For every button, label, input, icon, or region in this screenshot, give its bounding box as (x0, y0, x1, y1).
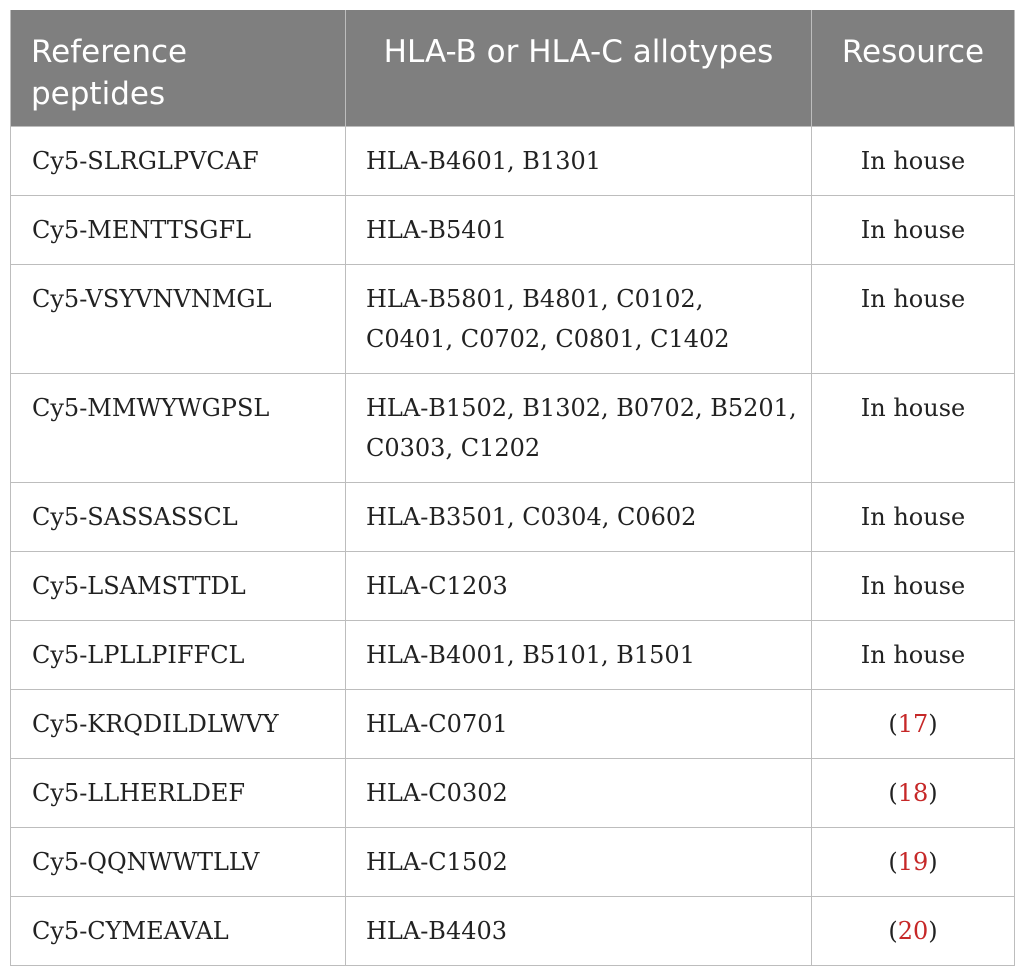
allotypes-cell: HLA-B3501, C0304, C0602 (346, 483, 812, 552)
citation-link[interactable]: 20 (897, 917, 929, 945)
allotypes-cell: HLA-C0302 (346, 759, 812, 828)
resource-cell: In house (812, 483, 1015, 552)
table-row (11, 621, 1015, 690)
allotypes-cell: HLA-C1502 (346, 828, 812, 897)
peptide-cell: Cy5-VSYVNVNMGL (11, 265, 346, 374)
allotypes-cell: HLA-C0701 (346, 690, 812, 759)
resource-cell: (17) (812, 690, 1015, 759)
table-row (11, 483, 1015, 552)
table-row (11, 127, 1015, 196)
resource-cell: (20) (812, 897, 1015, 966)
peptide-cell: Cy5-LSAMSTTDL (11, 552, 346, 621)
resource-cell: In house (812, 621, 1015, 690)
table-row (11, 552, 1015, 621)
table-row (11, 690, 1015, 759)
peptide-cell: Cy5-LLHERLDEF (11, 759, 346, 828)
allotypes-cell: HLA-C1203 (346, 552, 812, 621)
allotypes-cell: HLA-B4403 (346, 897, 812, 966)
header-row (11, 10, 1015, 127)
peptide-cell: Cy5-LPLLPIFFCL (11, 621, 346, 690)
resource-cell: In house (812, 552, 1015, 621)
resource-cell: In house (812, 196, 1015, 265)
header-reference-peptides: Reference peptides (11, 10, 346, 127)
reference-peptides-table (10, 10, 1015, 966)
table-row (11, 897, 1015, 966)
allotypes-cell: HLA-B4601, B1301 (346, 127, 812, 196)
allotypes-cell: HLA-B5401 (346, 196, 812, 265)
resource-cell: In house (812, 127, 1015, 196)
peptide-cell: Cy5-SLRGLPVCAF (11, 127, 346, 196)
peptide-cell: Cy5-MENTTSGFL (11, 196, 346, 265)
header-allotypes: HLA-B or HLA-C allotypes (346, 10, 812, 127)
resource-cell: In house (812, 374, 1015, 483)
peptide-cell: Cy5-CYMEAVAL (11, 897, 346, 966)
allotypes-cell: HLA-B5801, B4801, C0102, C0401, C0702, C0801, C1402 (346, 265, 812, 374)
table-row (11, 265, 1015, 374)
peptide-cell: Cy5-SASSASSCL (11, 483, 346, 552)
resource-cell: In house (812, 265, 1015, 374)
table-row (11, 374, 1015, 483)
resource-cell: (19) (812, 828, 1015, 897)
resource-cell: (18) (812, 759, 1015, 828)
header-resource: Resource (812, 10, 1015, 127)
peptide-cell: Cy5-QQNWWTLLV (11, 828, 346, 897)
citation-link[interactable]: 17 (897, 710, 929, 738)
table-row (11, 759, 1015, 828)
table-row (11, 196, 1015, 265)
citation-link[interactable]: 18 (897, 779, 929, 807)
table-row (11, 828, 1015, 897)
allotypes-cell: HLA-B1502, B1302, B0702, B5201, C0303, C1202 (346, 374, 812, 483)
peptide-cell: Cy5-MMWYWGPSL (11, 374, 346, 483)
peptide-cell: Cy5-KRQDILDLWVY (11, 690, 346, 759)
citation-link[interactable]: 19 (897, 848, 929, 876)
allotypes-cell: HLA-B4001, B5101, B1501 (346, 621, 812, 690)
